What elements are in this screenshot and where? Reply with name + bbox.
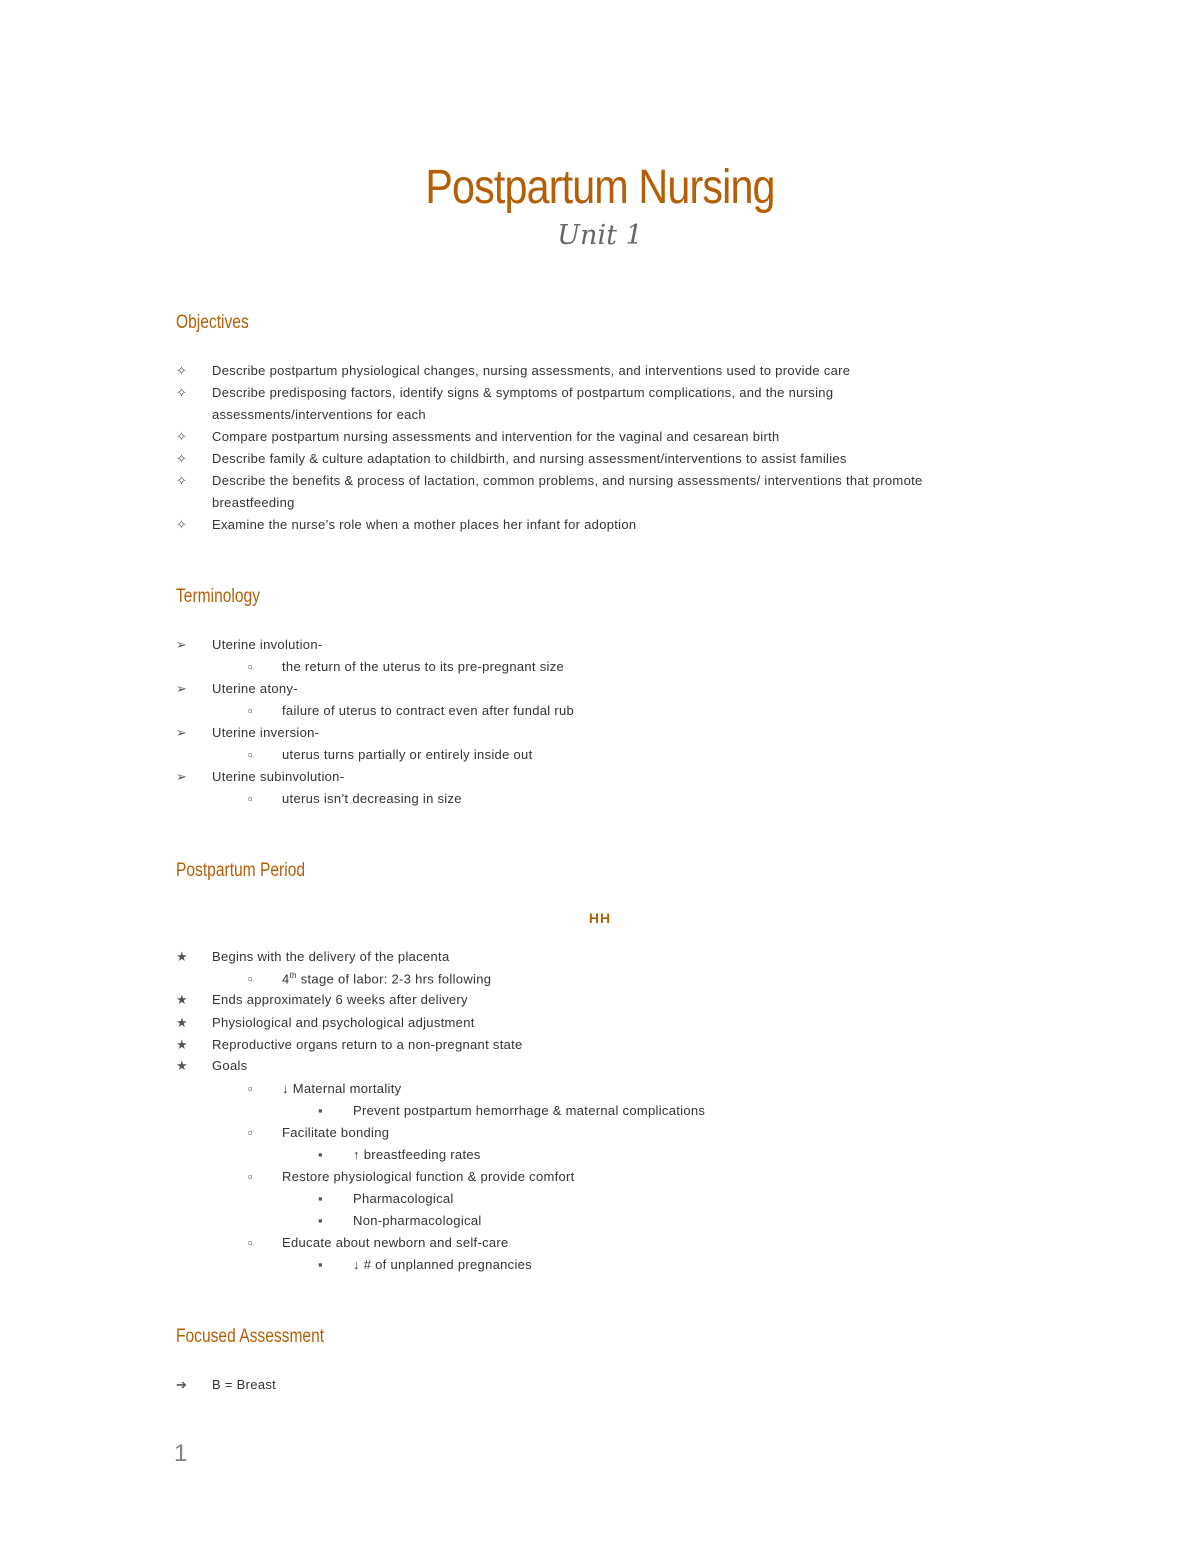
objective-item: Describe postpartum physiological changes, nursing assessments, and interventions used to provide care <box>212 363 851 378</box>
filled-square-icon: ▪ <box>318 1213 323 1228</box>
period-item: Physiological and psychological adjustment <box>212 1015 475 1030</box>
star-icon: ★ <box>176 1015 188 1030</box>
diamond-bullet-icon: ✧ <box>176 385 187 400</box>
goal-item: ↓ Maternal mortality <box>282 1081 402 1096</box>
feathered-arrow-icon: ➢ <box>176 769 187 784</box>
period-item: Reproductive organs return to a non-pregnant state <box>212 1037 523 1052</box>
small-square-icon: ▫ <box>248 1081 253 1096</box>
small-square-icon: ▫ <box>248 971 253 986</box>
objective-item: Compare postpartum nursing assessments and intervention for the vaginal and cesarean birth <box>212 429 780 444</box>
diamond-bullet-icon: ✧ <box>176 363 187 378</box>
objectives-heading: Objectives <box>176 312 249 333</box>
star-icon: ★ <box>176 949 188 964</box>
goal-subitem: Pharmacological <box>353 1191 454 1206</box>
small-square-icon: ▫ <box>248 791 253 806</box>
diamond-bullet-icon: ✧ <box>176 451 187 466</box>
period-item: Ends approximately 6 weeks after delivery <box>212 992 468 1007</box>
small-square-icon: ▫ <box>248 747 253 762</box>
document-subtitle: Unit 1 <box>557 220 643 251</box>
objective-item-continued: breastfeeding <box>212 495 295 510</box>
small-square-icon: ▫ <box>248 1169 253 1184</box>
term-definition: uterus turns partially or entirely inside out <box>282 747 533 762</box>
term: Uterine inversion- <box>212 725 320 740</box>
objective-item: Describe family & culture adaptation to childbirth, and nursing assessment/interventions to assist families <box>212 451 847 466</box>
goal-item: Restore physiological function & provide comfort <box>282 1169 575 1184</box>
small-square-icon: ▫ <box>248 659 253 674</box>
assessment-item: B = Breast <box>212 1377 277 1392</box>
objective-item-continued: assessments/interventions for each <box>212 407 426 422</box>
goal-subitem: Prevent postpartum hemorrhage & maternal complications <box>353 1103 706 1118</box>
term-definition: failure of uterus to contract even after fundal rub <box>282 703 575 718</box>
goal-item: Facilitate bonding <box>282 1125 390 1140</box>
filled-square-icon: ▪ <box>318 1191 323 1206</box>
diamond-bullet-icon: ✧ <box>176 517 187 532</box>
term: Uterine atony- <box>212 681 298 696</box>
period-item: Goals <box>212 1058 248 1073</box>
small-square-icon: ▫ <box>248 1235 253 1250</box>
star-icon: ★ <box>176 1037 188 1052</box>
filled-square-icon: ▪ <box>318 1103 323 1118</box>
small-square-icon: ▫ <box>248 703 253 718</box>
star-icon: ★ <box>176 992 188 1007</box>
right-arrow-icon: ➔ <box>176 1377 187 1392</box>
term: Uterine involution- <box>212 637 323 652</box>
feathered-arrow-icon: ➢ <box>176 725 187 740</box>
goal-subitem: ↓ # of unplanned pregnancies <box>353 1257 532 1272</box>
page-number: 1 <box>174 1440 188 1467</box>
filled-square-icon: ▪ <box>318 1257 323 1272</box>
diamond-bullet-icon: ✧ <box>176 429 187 444</box>
feathered-arrow-icon: ➢ <box>176 637 187 652</box>
filled-square-icon: ▪ <box>318 1147 323 1162</box>
term-definition: the return of the uterus to its pre-pregnant size <box>282 659 565 674</box>
objective-item: Examine the nurse’s role when a mother places her infant for adoption <box>212 517 637 532</box>
objective-item: Describe the benefits & process of lactation, common problems, and nursing assessments/ interventions that promote <box>212 473 923 488</box>
document-title: Postpartum Nursing <box>425 161 775 214</box>
focused-assessment-heading: Focused Assessment <box>176 1326 325 1347</box>
center-label: HH <box>588 910 612 926</box>
diamond-bullet-icon: ✧ <box>176 473 187 488</box>
term-definition: uterus isn’t decreasing in size <box>282 791 462 806</box>
period-subitem: 4th stage of labor: 2-3 hrs following <box>282 971 492 987</box>
term: Uterine subinvolution- <box>212 769 345 784</box>
goal-subitem: Non-pharmacological <box>353 1213 482 1228</box>
goal-item: Educate about newborn and self-care <box>282 1235 509 1250</box>
feathered-arrow-icon: ➢ <box>176 681 187 696</box>
star-icon: ★ <box>176 1058 188 1073</box>
period-item: Begins with the delivery of the placenta <box>212 949 450 964</box>
small-square-icon: ▫ <box>248 1125 253 1140</box>
objective-item: Describe predisposing factors, identify signs & symptoms of postpartum complications, and the nursing <box>212 385 834 400</box>
postpartum-period-heading: Postpartum Period <box>176 860 306 881</box>
goal-subitem: ↑ breastfeeding rates <box>353 1147 481 1162</box>
terminology-heading: Terminology <box>176 586 260 607</box>
